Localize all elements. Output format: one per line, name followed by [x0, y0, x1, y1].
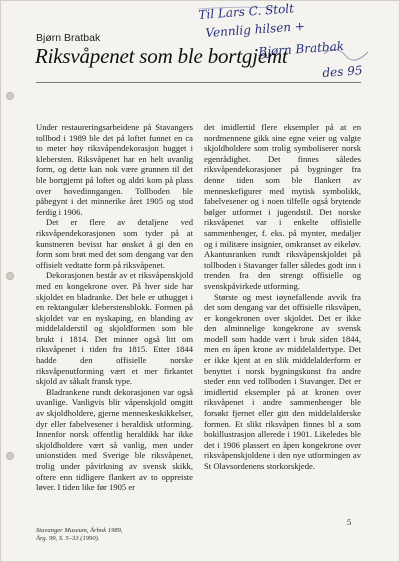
paragraph: Bladrankene rundt dekorasjonen var også uvanlige. Vanligvis blir våpenskjold omgitt av skjoldholdere, gjerne menneskeskikkelser, dyr eller fabelvesener i heraldisk utforming. Innenfor norsk offentlig heraldikk har ikke skjoldholdere vært så vanlig, men under unionstiden med Sverige ble riksvåpenet, trolig under påvirkning av svensk skikk, oftere enn tidligere flankert av to oppreiste løver. I tiden like før 1905 er: [36, 386, 193, 493]
text-column-right: [204, 122, 361, 472]
article-title: Riksvåpenet som ble bortgjemt: [35, 44, 288, 68]
publication-footnote: [36, 527, 193, 543]
handwritten-date: des 95: [322, 63, 363, 80]
text-column-left: [36, 122, 193, 493]
paragraph: Største og mest iøynefallende avvik fra det som dengang var det offisielle riksvåpen, er kongekronen over skjoldet. Det er ikke den alminnelige kongekrone av svensk modell som hadde vært i bruk siden 1844, men en åpen krone av middelaldertype. Det er ikke kjent at en slik middelalderform er benyttet i norsk bygningskunst fra andre steder enn ved tollboden i Stavanger. Det er imidlertid eksempler på at kronen over riksvåpenet i andre sammenhenger ble forsøkt fjernet eller gitt den middelalderske formen. Et slikt riksvåpen finnes bl a som bokillustrasjon allerede i 1901. Likeledes ble det i 1906 plassert en åpen kongekrone over riksvåpenskjoldene i den nye utformingen av St Olavsordenens storkorskjede.: [204, 291, 361, 471]
punch-hole: [6, 92, 14, 100]
page-number: 5: [347, 517, 352, 527]
footnote-line: Årg. 99, S. 5–33 (1990).: [36, 534, 100, 542]
paragraph: det imidlertid flere eksempler på at en nordmennene gikk sine egne veier og valgte skjoldholdere som trolig symboliserer norsk egenrådighet. Det finnes således riksvåpendekorasjoner på bygninger fra denne tiden som ble flankert av menneskefigurer med mytisk symbolikk, fabelvesener og i noen tilfelle også brytende bølger utformet i jugendstil. Det norske riksvåpenet var i enkelte offisielle sammenhenger, f. eks. på mynter, medaljer og i militære insignier, omkranset av eikeløv. Akantusranken rundt riksvåpenskjoldet på tollboden i Stavanger faller således godt inn i trenden fra den strengt offisielle og svenskpåvirkede utforming.: [204, 122, 361, 291]
paragraph: Dekorasjonen består av et riksvåpenskjold med en kongekrone over. På hver side har skjoldet en bladranke. Det hele er uthugget i en rektangulær kleberstensblokk. Formen på skjoldet var en nyskaping, en blanding av middelalderstil og skjoldformen som ble brukt i 1814. Det minner også litt om riksvåpenet i tiden fra 1815. Etter 1844 hadde den offisielle norske riksvåpenutforming vært et mer firkantet skjold av såkalt fransk type.: [36, 270, 193, 387]
paragraph: Under restaureringsarbeidene på Stavangers tollbod i 1989 ble det på loftet funnet en ca to meter høy riksvåpendekorasjon hugget i klebersten. Riksvåpenet har en helt uvanlig form, og dette kan nok være grunnen til det ble bortgjemt på loftet og aldri kom på plass over hovedinngangen. Tollboden ble påbegynt i det minnerike året 1905 og stod ferdig i 1906.: [36, 122, 193, 217]
handwritten-dedication-line: Vennlig hilsen +: [205, 19, 306, 40]
punch-hole: [6, 272, 14, 280]
paragraph: Det er flere av detaljene ved riksvåpendekorasjonen som tyder på at kunstneren bevisst har ønsket å gi den en form som brøt med det som dengang var den offisielt vedtatte form på riksvåpenet.: [36, 217, 193, 270]
punch-hole: [6, 452, 14, 460]
author-name: Bjørn Bratbak: [36, 32, 101, 44]
handwritten-signature: Bjørn Bratbak: [258, 39, 345, 59]
title-divider: [36, 82, 361, 83]
handwritten-dedication-line: Til Lars C. Stolt: [198, 1, 295, 22]
footnote-line: Stavanger Museum, Årbok 1989,: [36, 527, 123, 534]
